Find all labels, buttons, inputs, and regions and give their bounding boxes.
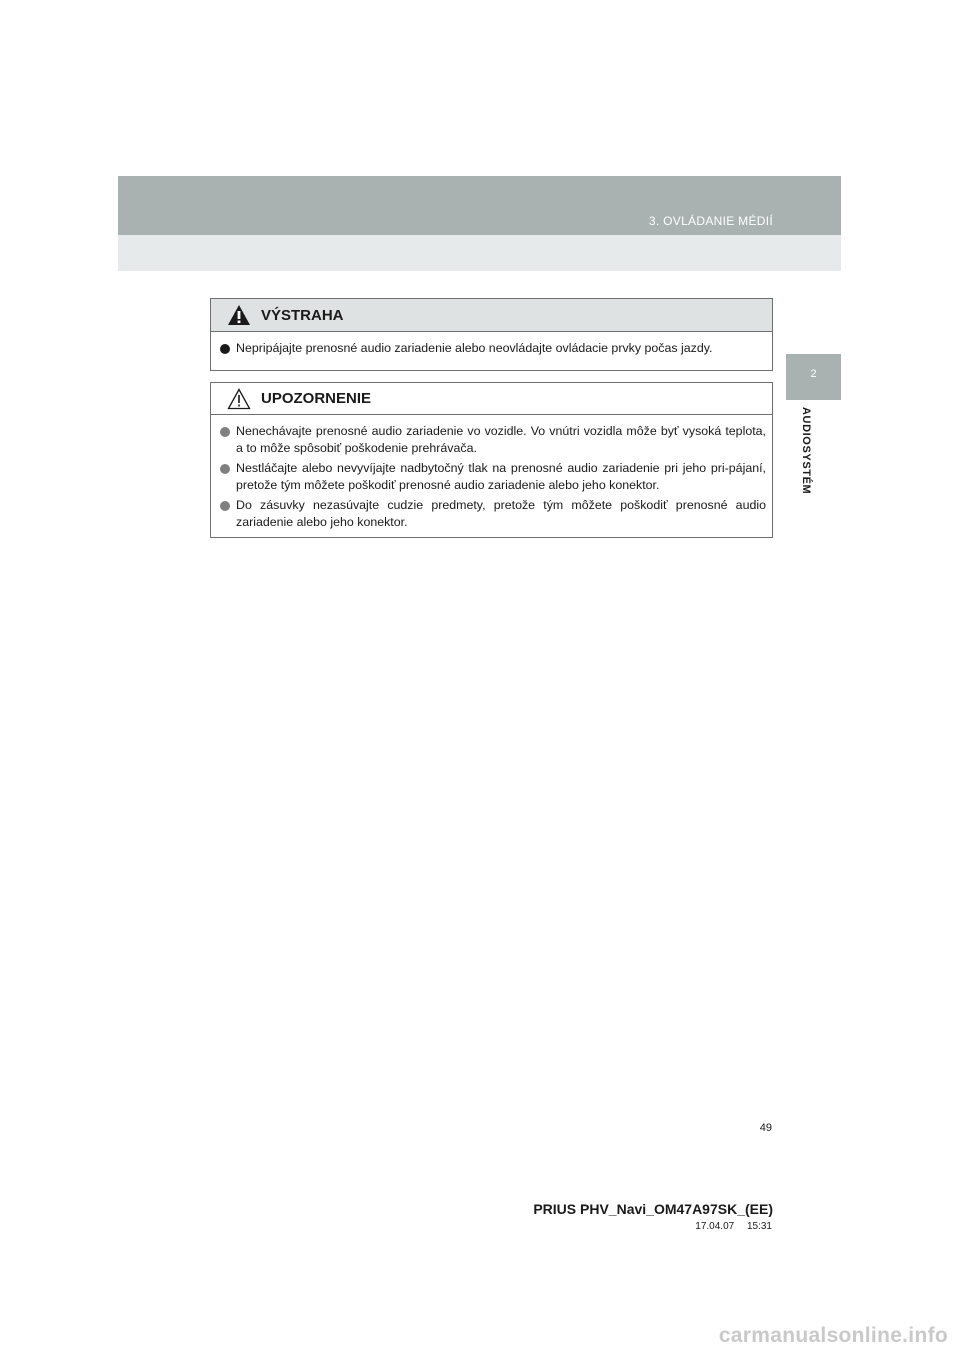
chapter-tab: [786, 354, 841, 400]
list-item: [220, 423, 766, 457]
document-id: PRIUS PHV_Navi_OM47A97SK_(EE): [533, 1201, 773, 1217]
header-subbar: [118, 235, 841, 271]
header-bar: [118, 176, 841, 235]
list-item-text: Nestláčajte alebo nevyvíjajte nadbytočný tlak na prenosné audio zariadenie pri jeho pri-pájaní, pretože tým môžete poškodiť prenosné audio zariadenie alebo jeho konektor.: [236, 461, 766, 492]
list-item: [220, 340, 766, 357]
list-item-text: Nepripájajte prenosné audio zariadenie alebo neovládajte ovládacie prvky počas jazdy.: [236, 341, 713, 355]
bullet-icon: [220, 501, 230, 511]
warning-title: VÝSTRAHA: [261, 306, 344, 324]
section-title: 3. OVLÁDANIE MÉDIÍ: [648, 214, 773, 228]
warning-header: [211, 299, 772, 332]
list-item: [220, 497, 766, 531]
caution-body: [211, 415, 772, 531]
list-item-text: Do zásuvky nezasúvajte cudzie predmety, pretože tým môžete poškodiť prenosné audio zariadenie alebo jeho konektor.: [236, 498, 766, 529]
caution-box: [210, 382, 773, 538]
caution-title: UPOZORNENIE: [261, 390, 372, 407]
bullet-icon: [220, 464, 230, 474]
list-item-text: Nenechávajte prenosné audio zariadenie vo vozidle. Vo vnútri vozidla môže byť vysoká teplota, a to môže spôsobiť poškodenie prehrávača.: [236, 424, 766, 455]
caution-triangle-outline-icon: [227, 388, 251, 410]
chapter-label: AUDIOSYSTÉM: [800, 407, 812, 495]
caution-header: [211, 383, 772, 415]
document-date: 17.04.07 15:31: [695, 1221, 772, 1232]
bullet-icon: [220, 344, 230, 354]
list-item: [220, 460, 766, 494]
warning-triangle-filled-icon: [227, 304, 251, 326]
bullet-icon: [220, 427, 230, 437]
warning-box: [210, 298, 773, 371]
watermark: carmanualsonline.info: [718, 1324, 948, 1347]
warning-body: [211, 332, 772, 357]
page-number: 49: [759, 1122, 772, 1134]
chapter-number: 2: [810, 368, 817, 380]
